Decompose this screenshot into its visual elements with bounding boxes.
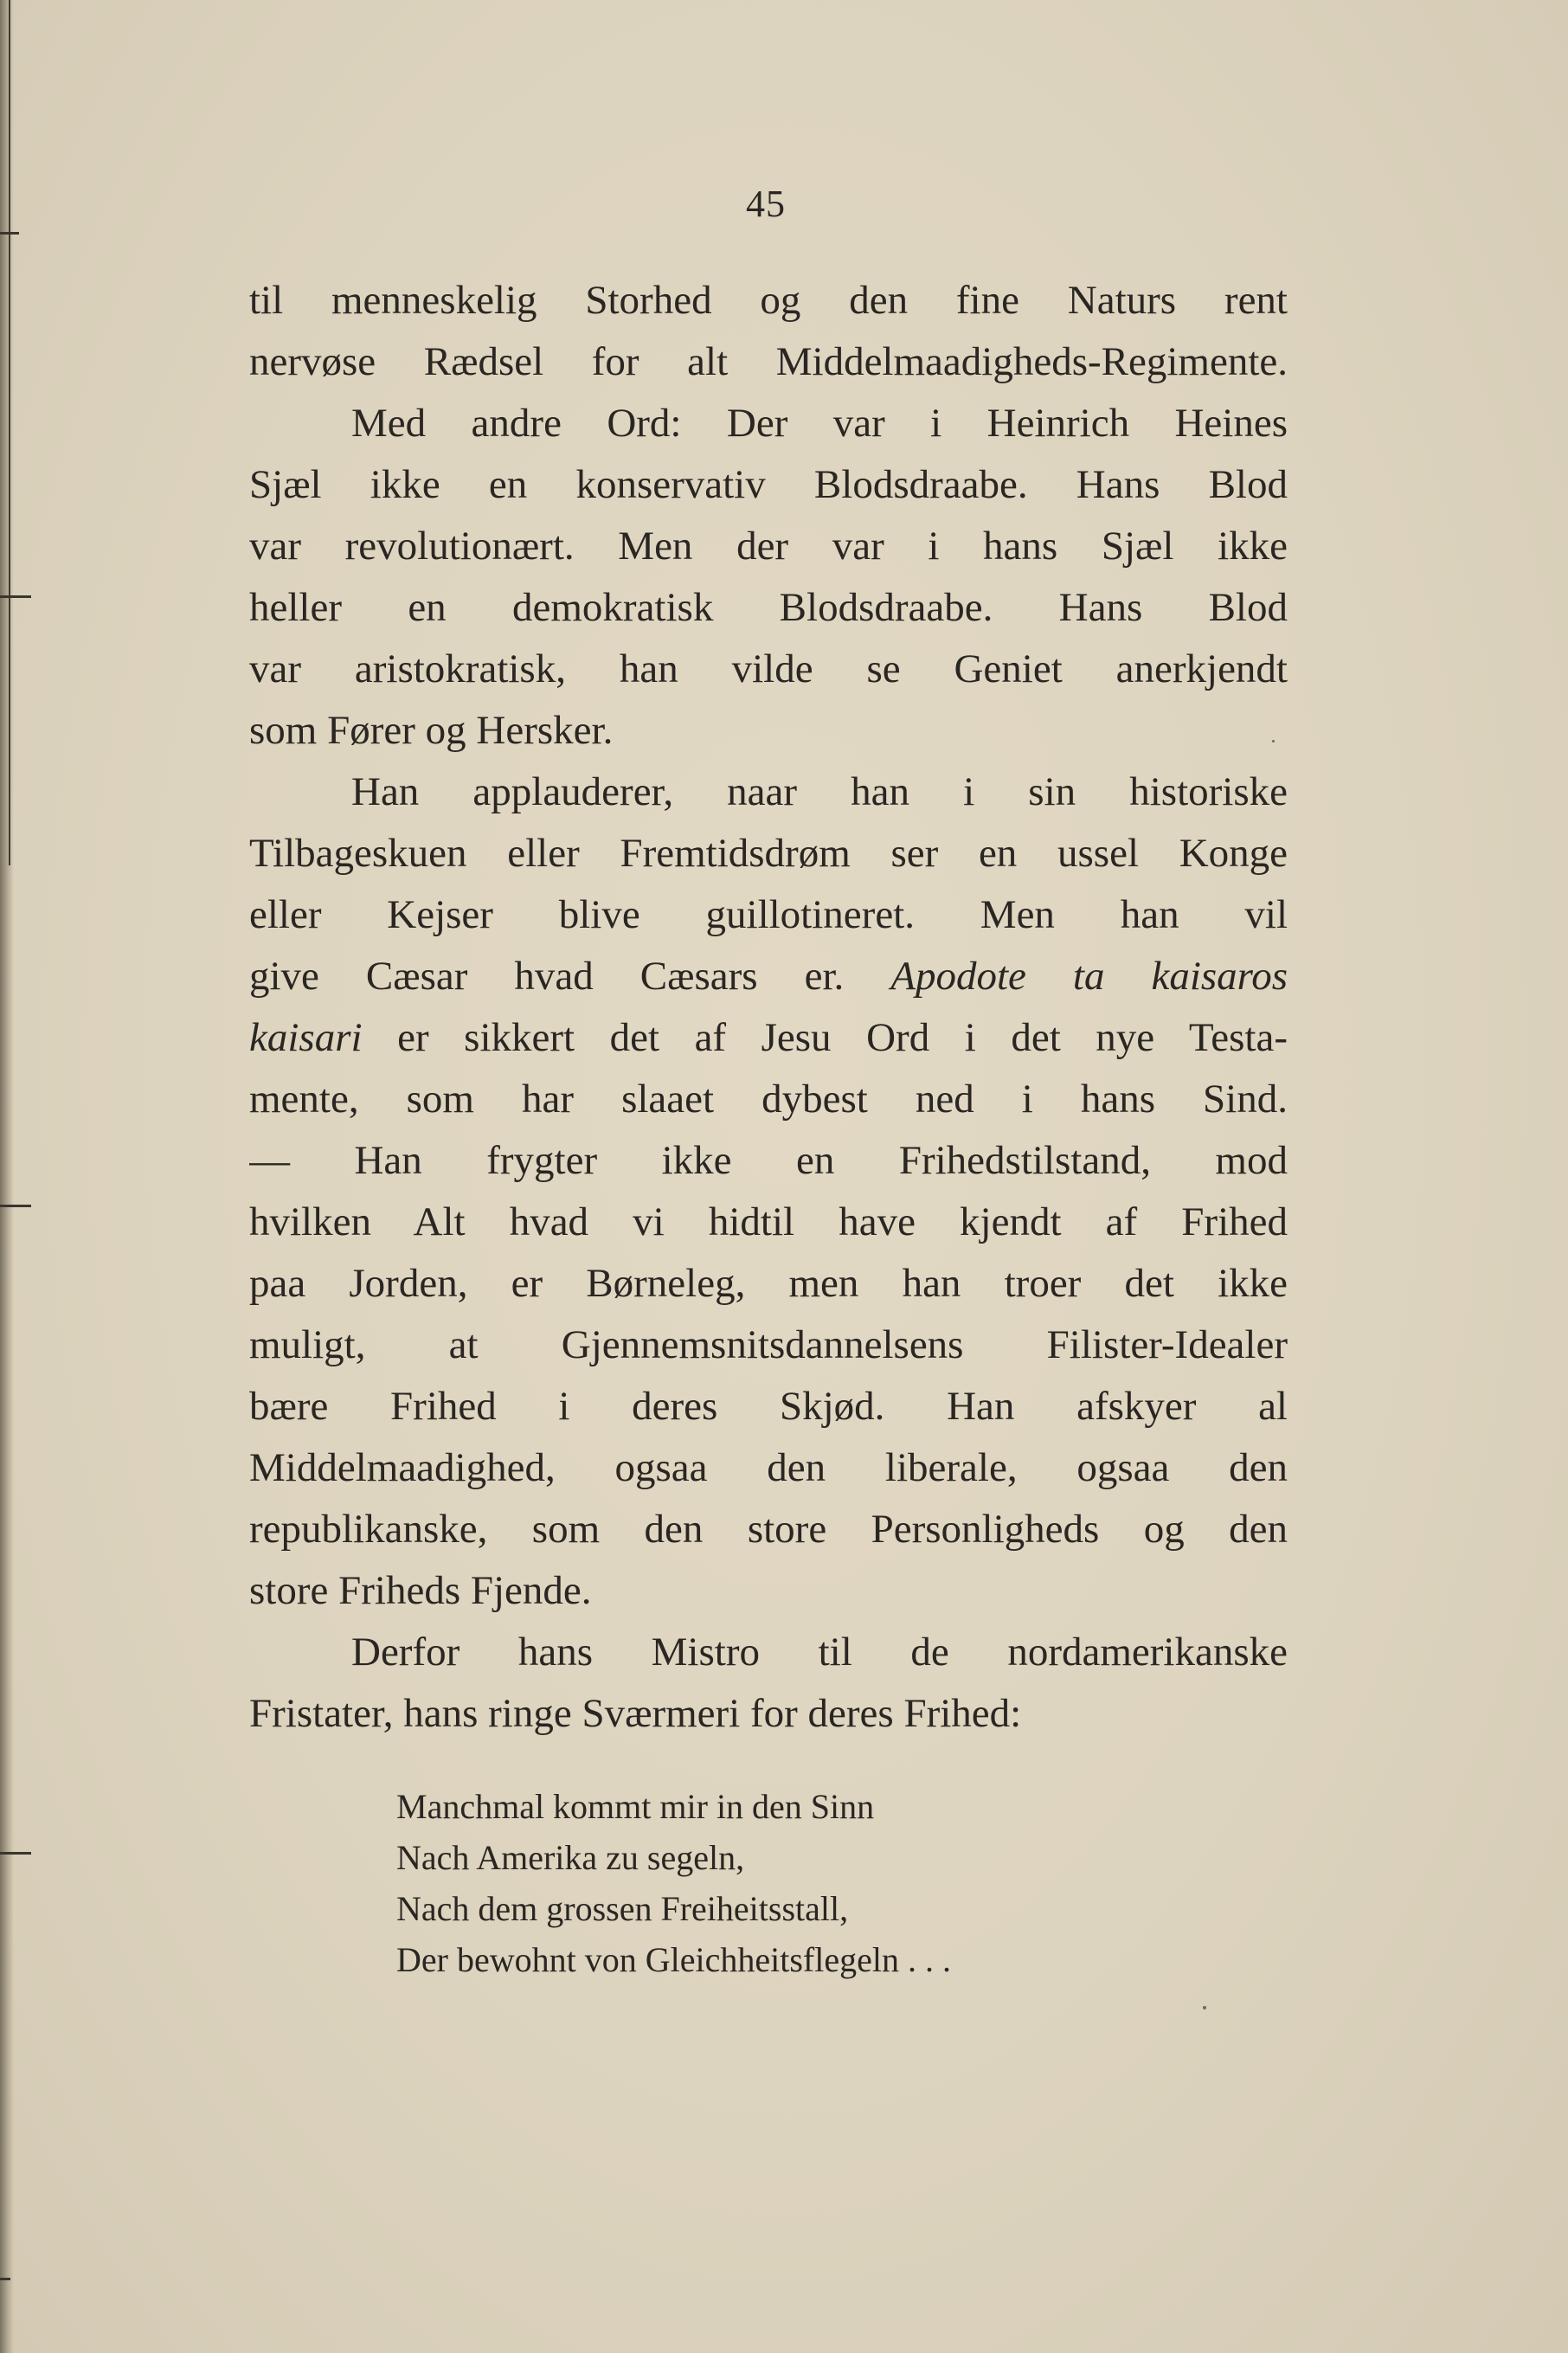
text-line: store Friheds Fjende. (249, 1568, 592, 1613)
gutter-mark (0, 1852, 31, 1855)
text-line: Med andre Ord: Der var i Heinrich Heines (351, 401, 1288, 446)
gutter-mark (0, 232, 19, 235)
verse-line: Nach dem grossen Freiheitsstall, (396, 1889, 849, 1928)
text-line: Han applauderer, naar han i sin historiske (351, 769, 1288, 814)
text-line: — Han frygter ikke en Frihedstilstand, mod (249, 1138, 1288, 1183)
text-line: bære Frihed i deres Skjød. Han afskyer al (249, 1384, 1288, 1429)
text-line: heller en demokratisk Blodsdraabe. Hans Blod (249, 585, 1288, 630)
page-number: 45 (746, 183, 786, 225)
text-line (249, 946, 1288, 1007)
gutter-line (9, 0, 10, 865)
text-line: til menneskelig Storhed og den fine Naturs rent (249, 278, 1288, 323)
greek-quote-italic: Apodote ta kaisaros (890, 954, 1288, 999)
verse-quote (396, 1781, 1175, 1985)
verse-line: Manchmal kommt mir in den Sinn (396, 1787, 875, 1826)
text-line: som Fører og Hersker. (249, 708, 614, 753)
text-line: eller Kejser blive guillotineret. Men han vil (249, 892, 1288, 937)
greek-quote-italic: kaisari (249, 1015, 363, 1060)
text-line: Sjæl ikke en konservativ Blodsdraabe. Hans Blod (249, 462, 1288, 507)
gutter-mark (0, 595, 31, 598)
body-text (249, 270, 1288, 1745)
verse-line: Nach Amerika zu segeln, (396, 1838, 745, 1877)
gutter-mark (0, 1205, 31, 1207)
gutter-mark (0, 2278, 10, 2280)
text-line: Fristater, hans ringe Sværmeri for deres Frihed: (249, 1691, 1022, 1736)
text-line: Tilbageskuen eller Fremtidsdrøm ser en ussel Konge (249, 831, 1288, 876)
verse-line: Der bewohnt von Gleichheitsflegeln . . . (396, 1940, 951, 1979)
text-segment: er sikkert det af Jesu Ord i det nye Testa- (362, 1015, 1288, 1060)
text-line: paa Jorden, er Børneleg, men han troer det ikke (249, 1261, 1288, 1306)
text-line: muligt, at Gjennemsnitsdannelsens Filister-Idealer (249, 1322, 1288, 1367)
text-segment: give Cæsar hvad Cæsars er. (249, 954, 891, 999)
text-line: Middelmaadighed, ogsaa den liberale, ogsaa den (249, 1445, 1288, 1490)
page-gutter-edge (0, 0, 14, 2353)
text-line: republikanske, som den store Personligheds og den (249, 1507, 1288, 1552)
text-line: var revolutionært. Men der var i hans Sjæl ikke (249, 524, 1288, 569)
text-line: var aristokratisk, han vilde se Geniet anerkjendt (249, 646, 1288, 691)
text-line: Derfor hans Mistro til de nordamerikanske (351, 1630, 1288, 1675)
text-line: mente, som har slaaet dybest ned i hans Sind. (249, 1077, 1288, 1122)
text-line: nervøse Rædsel for alt Middelmaadigheds-Regimente. (249, 339, 1288, 384)
paper-speck (1203, 2006, 1206, 2009)
text-line: hvilken Alt hvad vi hidtil have kjendt af Frihed (249, 1199, 1288, 1244)
text-line (249, 1007, 1288, 1069)
